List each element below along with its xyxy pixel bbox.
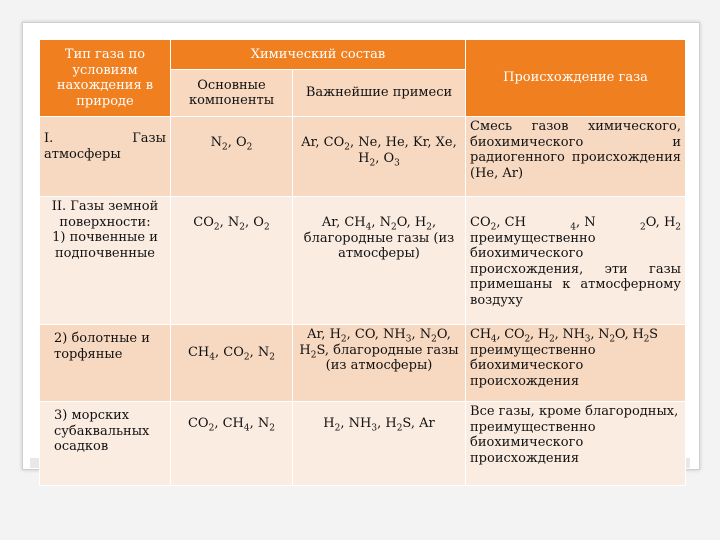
row1-type-numeral: I.	[44, 131, 54, 146]
header-gas-type: Тип газа по условиям нахождения в природе	[40, 40, 171, 117]
row2-type-subtitle: 1) почвенные и подпочвенные	[52, 230, 158, 261]
row2-impurities-line2: благородные газы (из атмосферы)	[303, 230, 455, 261]
row4-origin: Все газы, кроме благородных, преимущественно биохимического происхождения	[466, 402, 686, 486]
header-main-components: Основные компоненты	[171, 70, 293, 117]
row3-origin-formula: $CH_4$, $CO_2$, $H_2$, $NH_3$, $N_2O$, $H_2S$	[470, 327, 658, 345]
row1-type	[40, 117, 171, 197]
row2-origin	[466, 197, 686, 325]
row1-impurities-line2: $H_2$, $O_3$	[358, 150, 400, 169]
row2-main: $CO_2$, $N_2$, $O_2$	[171, 197, 293, 325]
row1-origin: Смесь газов химического, биохимического и радиогенного происхождения (He, Ar)	[466, 117, 686, 197]
row1-type-word: Газы	[132, 131, 166, 146]
row1-main-formula: $N_2$, $O_2$	[210, 135, 253, 153]
row3-origin-text: преимущественно биохимического происхождения	[470, 342, 596, 389]
row3-origin	[466, 325, 686, 402]
row2-impurities	[293, 197, 466, 325]
row2-origin-formula: $CO_2$, CH $_4$, N $_2$O, $H_2$	[470, 215, 682, 233]
table-row	[40, 325, 686, 402]
table-row	[40, 402, 686, 486]
row3-type: 2) болотные и торфяные	[40, 325, 171, 402]
table-row	[40, 117, 686, 197]
row1-impurities-line1: Ar, $CO_2$, Ne, He, Kr, Xe,	[301, 135, 457, 153]
row3-impurities-line1: Ar, $H_2$, CO, $NH_3$, $N_2O$,	[307, 327, 451, 345]
row2-origin-text: преимущественно биохимического происхождения, эти газы примешаны к атмосферному воздуху	[470, 230, 682, 308]
header-origin: Происхождение газа	[466, 40, 686, 117]
header-chemical-composition: Химический состав	[171, 40, 466, 70]
row1-main	[171, 117, 293, 197]
header-impurities: Важнейшие примеси	[293, 70, 466, 117]
row2-type-title: II. Газы земной поверхности:	[51, 199, 159, 230]
row3-main: $CH_4$, $CO_2$, $N_2$	[171, 325, 293, 402]
row4-type: 3) морских субаквальных осадков	[40, 402, 171, 486]
row3-impurities	[293, 325, 466, 402]
table-row	[40, 197, 686, 325]
row2-type	[40, 197, 171, 325]
row4-impurities: $H_2$, $NH_3$, $H_2S$, Ar	[293, 402, 466, 486]
row4-main: $CO_2$, $CH_4$, $N_2$	[171, 402, 293, 486]
row1-impurities	[293, 117, 466, 197]
row1-type-word2: атмосферы	[44, 146, 121, 162]
row3-impurities-line3: (из атмосферы)	[325, 358, 433, 373]
row3-impurities-line2: $H_2S$, благородные газы	[299, 342, 459, 361]
gas-classification-table	[39, 39, 686, 486]
row2-impurities-line1: Ar, $CH_4$, $N_2O$, $H_2$,	[321, 215, 437, 233]
